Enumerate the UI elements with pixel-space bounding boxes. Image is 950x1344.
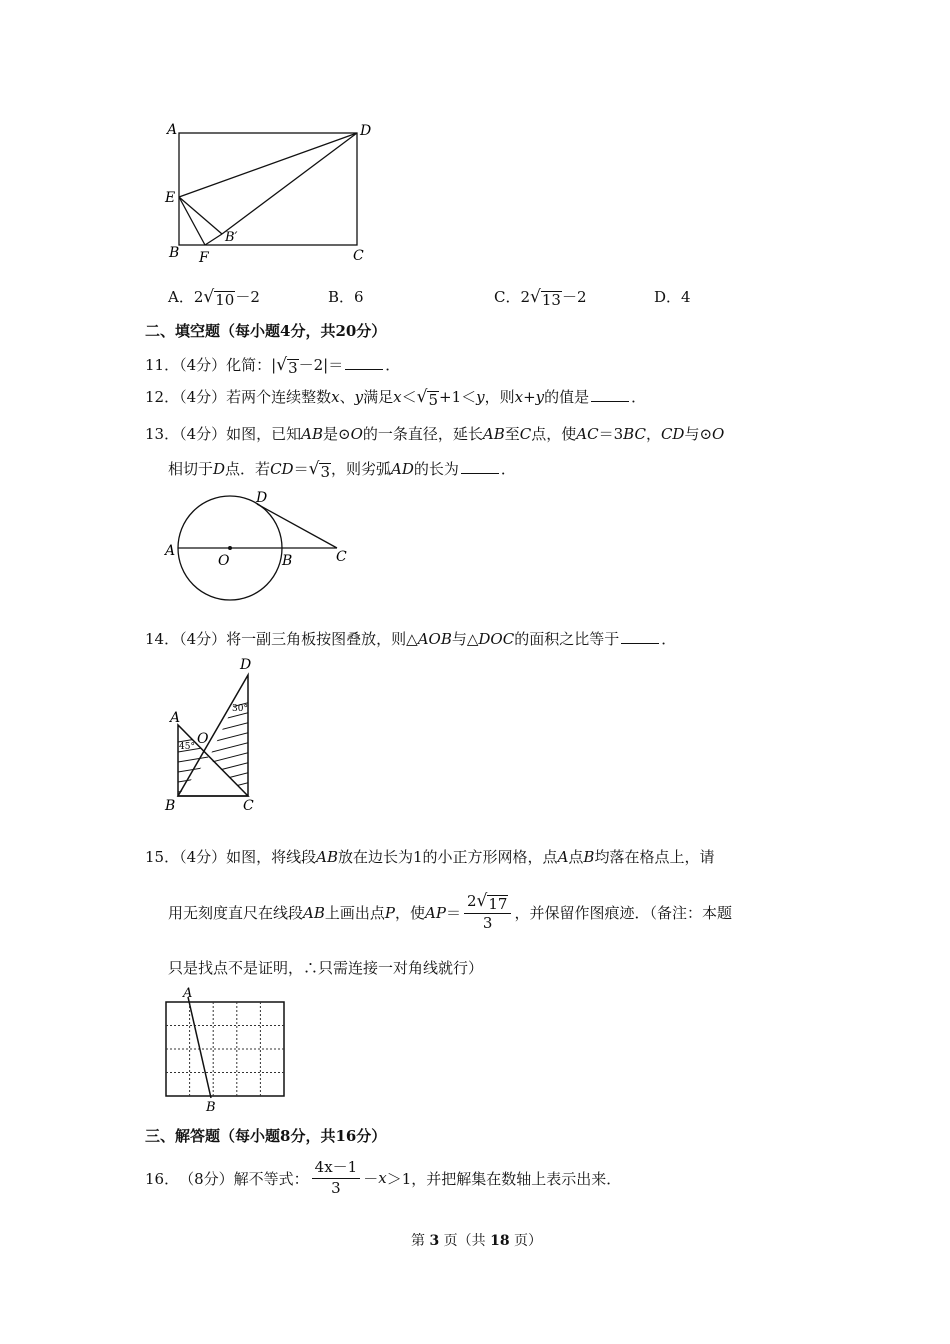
- q13-line2: 相切于D点．若CD＝ √ 3 ，则劣弧AD的长为 ．: [168, 459, 516, 481]
- label-F: F: [199, 250, 209, 266]
- q13-line1: 13．（4分）如图，已知AB是⊙O的一条直径，延长AB至C点，使AC＝3BC，CD与⊙O: [145, 425, 725, 443]
- q14-answer-blank: [621, 642, 659, 644]
- q13-figure: [160, 485, 360, 610]
- label-C: C: [353, 248, 364, 264]
- segment-ab: [188, 997, 211, 1098]
- q10-figure: [155, 115, 385, 270]
- q10-option-c: C．2 √ 13 －2: [494, 287, 587, 309]
- q15-line3: 只是找点不是证明，∴只需连接一对角线就行）: [168, 959, 484, 977]
- section2-title: 二、填空题（每小题4分，共20分）: [145, 322, 387, 340]
- label-O: O: [197, 731, 209, 747]
- segment-ed: [179, 133, 357, 197]
- angle-45: 45°: [179, 742, 195, 752]
- q15-fraction: 2 √ 17 3: [464, 892, 511, 933]
- label-B: B: [165, 798, 176, 814]
- section3-title: 三、解答题（每小题8分，共16分）: [145, 1127, 387, 1145]
- label-A: A: [165, 543, 176, 559]
- q16-fraction: $\frac{4x-1}{3}$: [312, 1158, 361, 1198]
- q13-answer-blank: [461, 472, 499, 474]
- segment-fb-prime: [205, 234, 222, 245]
- segment-ef: [179, 197, 205, 245]
- segment-bpd: [222, 133, 357, 234]
- label-C: C: [243, 798, 254, 814]
- label-C: C: [336, 549, 347, 565]
- label-D: D: [360, 123, 372, 139]
- q11: 11．（4分）化简：| √ 3 －2|＝ ．: [145, 355, 401, 377]
- q14-figure: [160, 655, 270, 815]
- label-D: D: [240, 657, 252, 673]
- q11-answer-blank: [345, 368, 383, 370]
- label-B-prime: B′: [225, 230, 238, 245]
- label-B: B: [169, 245, 180, 261]
- q10-option-b: B．6: [328, 288, 364, 306]
- segment-dc: [257, 504, 337, 548]
- q15-line2: 用无刻度直尺在线段 AB 上画出点 P ，使 AP ＝ 2 √ 17 3 ，并保留作图痕迹．（备注：本题: [168, 891, 732, 932]
- q12: 12．（4分）若两个连续整数x、y满足x＜ √ 5 +1＜y，则x+y的值是 ．: [145, 387, 647, 409]
- label-A: A: [183, 986, 193, 1001]
- q16: 16． （8分） 解不等式： $\frac{4x-1}{3}$ － x ＞1，并把解集在数轴上表示出来．: [145, 1158, 622, 1197]
- q15-line1: 15．（4分）如图，将线段AB放在边长为1的小正方形网格，点A点B均落在格点上，请: [145, 848, 715, 866]
- q10-option-d: D．4: [654, 288, 691, 306]
- label-B: B: [206, 1100, 216, 1115]
- rect-abcd: [179, 133, 357, 245]
- label-A: A: [170, 710, 181, 726]
- q10-option-a: A．2 √ 10 －2: [168, 287, 260, 309]
- label-O: O: [218, 553, 230, 569]
- label-A: A: [167, 122, 178, 138]
- q12-answer-blank: [591, 400, 629, 402]
- label-E: E: [165, 190, 176, 206]
- page-footer: 第 3 页（共 18 页）: [411, 1233, 543, 1249]
- segment-eb-prime: [179, 197, 222, 234]
- label-D: D: [256, 490, 268, 506]
- label-B: B: [282, 553, 293, 569]
- q14: 14．（4分）将一副三角板按图叠放，则△AOB与△DOC的面积之比等于 ．: [145, 630, 677, 648]
- angle-30: 30°: [232, 704, 248, 714]
- q15-figure: [160, 985, 290, 1115]
- center-dot: [228, 546, 232, 550]
